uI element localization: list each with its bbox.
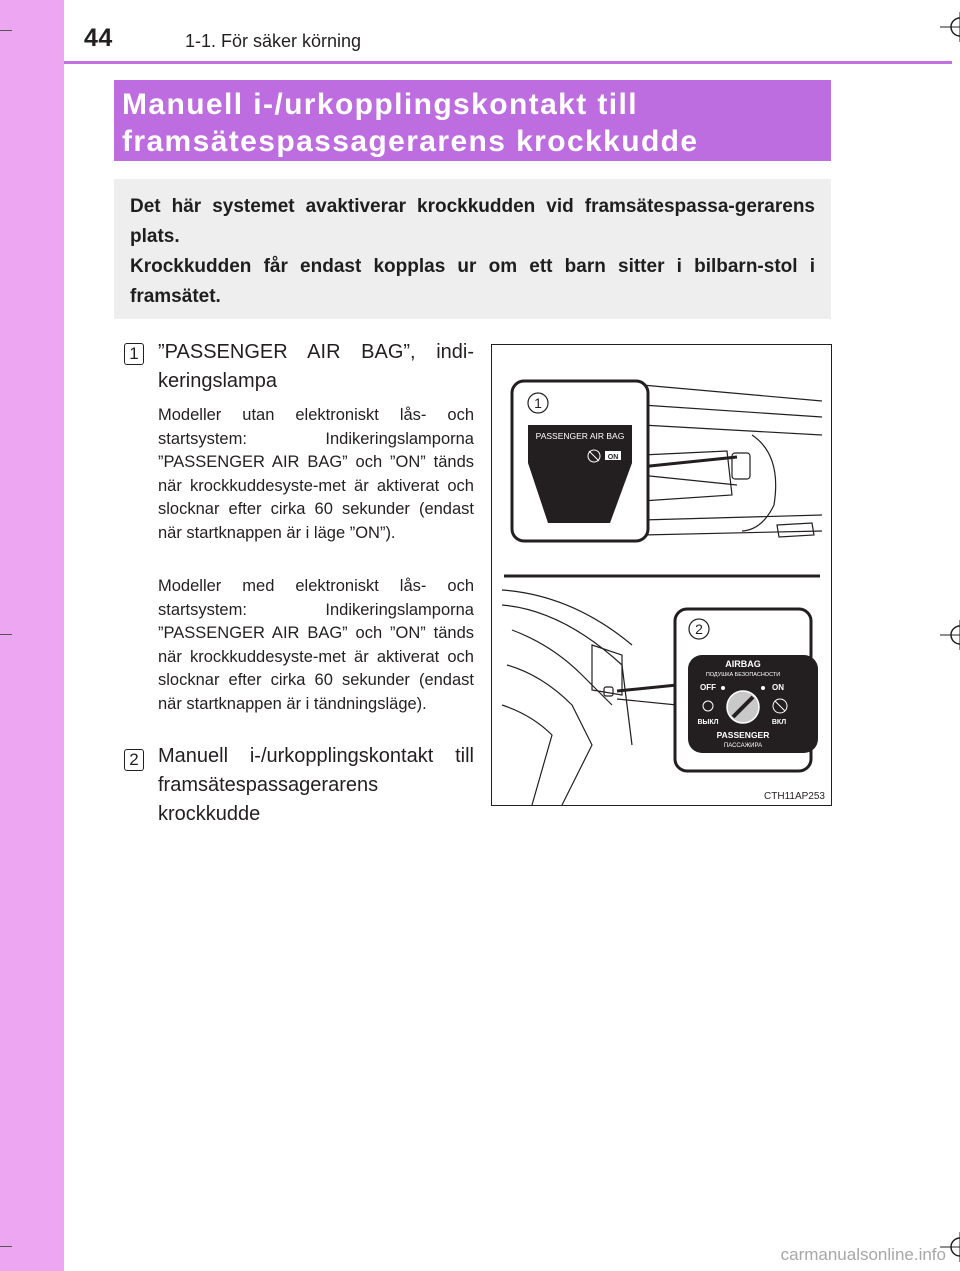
switch-label-off-ru: ВЫКЛ bbox=[697, 719, 719, 726]
crop-mark bbox=[0, 30, 12, 31]
switch-label-off: OFF bbox=[700, 683, 716, 692]
item-1-paragraph-2: Modeller med elektroniskt lås- och startsystem: Indikeringslamporna ”PASSENGER AIR BAG” och ”ON” tänds när krockkuddesyste-met är aktiverat och slocknar efter cirka 60 sekunder (endast när startknappen är i tändningsläge). bbox=[158, 577, 474, 713]
airbag-figure bbox=[491, 344, 832, 806]
header-rule bbox=[64, 61, 952, 64]
switch-label-passenger-ru: ПАССАЖИРА bbox=[723, 743, 763, 749]
item-2-heading: Manuell i-/urkopplingskontakt till framsätespassagerarens krockkudde bbox=[158, 745, 474, 825]
callout-1-number: 1 bbox=[534, 395, 542, 411]
section-title: 1-1. För säker körning bbox=[185, 31, 362, 51]
footer-watermark: carmanualsonline.info bbox=[780, 1245, 946, 1264]
switch-label-passenger: PASSENGER bbox=[716, 730, 770, 740]
intro-paragraph-2: Krockkudden får endast kopplas ur om ett barn sitter i bilbarn-stol i framsätet. bbox=[130, 256, 815, 307]
switch-label-airbag: AIRBAG bbox=[725, 659, 761, 669]
item-1-heading: ”PASSENGER AIR BAG”, indi-keringslampa bbox=[158, 341, 474, 392]
indicator-label: PASSENGER AIR BAG bbox=[535, 431, 625, 441]
switch-label-on-ru: ВКЛ bbox=[771, 719, 787, 726]
page-title-line-2: framsätespassagerarens krockkudde bbox=[122, 125, 699, 158]
registration-mark-icon bbox=[940, 12, 960, 42]
indicator-on-label: ON bbox=[607, 454, 619, 461]
intro-paragraph-1: Det här systemet avaktiverar krockkudden vid framsätespassa-gerarens plats. bbox=[130, 196, 815, 247]
item-number-badge: 2 bbox=[124, 749, 144, 771]
page-number: 44 bbox=[84, 24, 113, 52]
intro-box bbox=[114, 179, 831, 319]
switch-label-on: ON bbox=[772, 683, 784, 692]
figure-code: CTH11AP253 bbox=[764, 791, 825, 802]
page-title-line-1: Manuell i-/urkopplingskontakt till bbox=[122, 88, 638, 121]
item-number-badge: 1 bbox=[124, 343, 144, 365]
dashboard-sketch-bottom bbox=[502, 590, 632, 805]
callout-2-number: 2 bbox=[695, 621, 703, 637]
switch-label-airbag-ru: ПОДУШКА БЕЗОПАСНОСТИ bbox=[705, 672, 781, 678]
side-color-strip bbox=[0, 0, 64, 1271]
item-1-paragraph-1: Modeller utan elektroniskt lås- och startsystem: Indikeringslamporna ”PASSENGER AIR BAG” och ”ON” tänds när krockkuddesyste-met är aktiverat och slocknar efter cirka 60 sekunder (endast när startknappen är i läge ”ON”). bbox=[158, 406, 474, 542]
page-title-box bbox=[114, 80, 831, 161]
crop-mark bbox=[0, 634, 12, 635]
crop-mark bbox=[0, 1246, 12, 1247]
airbag-illustration bbox=[492, 345, 832, 806]
dashboard-sketch-top bbox=[642, 385, 822, 537]
registration-mark-icon bbox=[940, 620, 960, 650]
